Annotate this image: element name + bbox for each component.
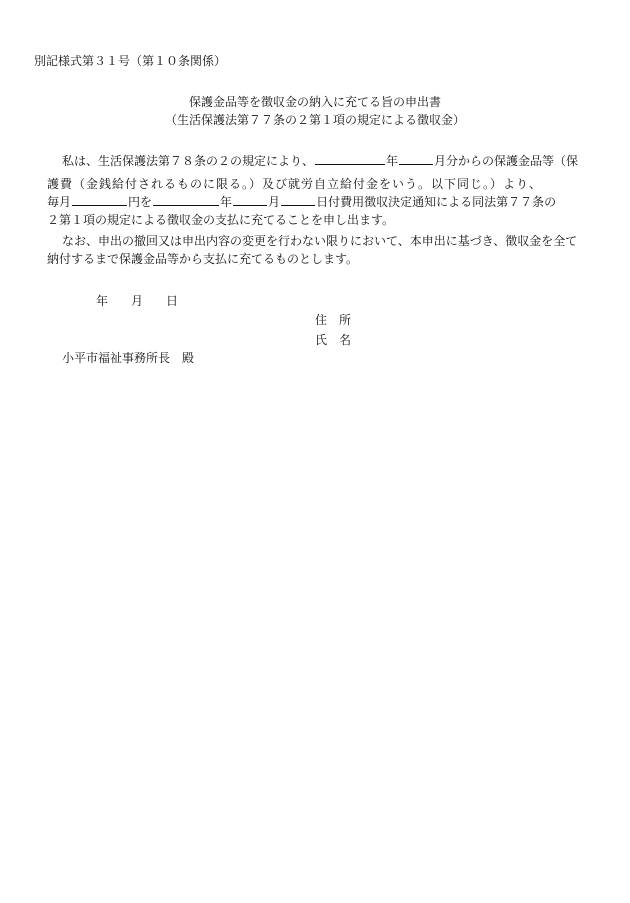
body-text: 私は、生活保護法第７８条の２の規定により、 <box>62 154 315 168</box>
body-text: 年 <box>386 154 399 168</box>
year-blank <box>315 152 385 165</box>
date-year-label: 年 <box>96 294 109 308</box>
body-line-6: 納付するまで保護金品等から支払に充てるものとします。 <box>47 252 359 266</box>
name-label <box>315 331 351 348</box>
name-label-char: 名 <box>339 333 352 347</box>
date-day-label: 日 <box>166 294 179 308</box>
decision-month-blank <box>233 193 267 206</box>
address-label-char: 所 <box>339 313 352 327</box>
body-line-2: 護費（金銭給付されるものに限る。）及び就労自立給付金をいう。以下同じ。）より、 <box>47 177 543 191</box>
address-label <box>315 311 351 328</box>
document-subtitle: （生活保護法第７７条の２第１項の規定による徴収金） <box>164 113 465 127</box>
document-title: 保護金品等を徴収金の納入に充てる旨の申出書 <box>188 95 441 109</box>
name-label-char: 氏 <box>315 333 328 347</box>
body-text: 毎月 <box>47 195 72 209</box>
decision-day-blank <box>281 193 315 206</box>
body-line-3 <box>47 193 556 210</box>
body-text: 日付費用徴収決定通知による同法第７７条の <box>316 195 557 209</box>
date-month-label: 月 <box>131 294 144 308</box>
body-text: 年 <box>220 195 233 209</box>
addressee: 小平市福祉事務所長 殿 <box>62 351 195 365</box>
form-number: 別記様式第３１号（第１０条関係） <box>34 54 227 68</box>
body-text: 月 <box>268 195 281 209</box>
decision-year-blank <box>153 193 219 206</box>
month-blank <box>399 152 433 165</box>
date-line <box>96 292 178 309</box>
address-label-char: 住 <box>315 313 328 327</box>
body-text: 円を <box>128 195 153 209</box>
body-line-4: ２第１項の規定による徴収金の支払に充てることを申し出ます。 <box>47 213 395 227</box>
body-line-1 <box>62 152 578 169</box>
monthly-amount-blank <box>72 193 127 206</box>
body-line-5: なお、申出の撤回又は申出内容の変更を行わない限りにおいて、本申出に基づき、徴収金を全て <box>62 234 578 248</box>
body-text: 月分からの保護金品等（保 <box>434 154 579 168</box>
